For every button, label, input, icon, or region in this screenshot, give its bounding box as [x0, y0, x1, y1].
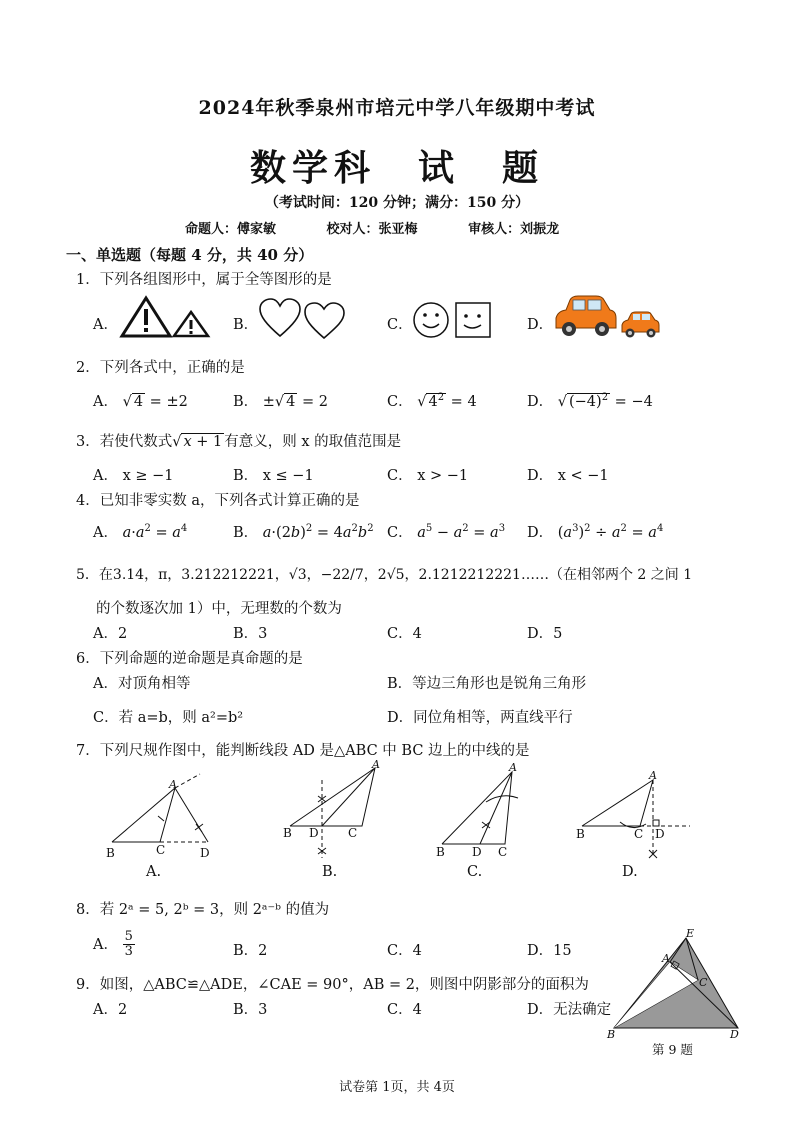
svg-text:A: A	[509, 761, 517, 774]
svg-text:B: B	[607, 1028, 616, 1041]
q8-option-d: D．15	[527, 943, 572, 959]
setter: 命题人：傅家敏	[185, 222, 277, 237]
subject-title: 数学科 试 题	[249, 147, 544, 189]
staff-line	[185, 218, 605, 237]
svg-text:A: A	[372, 758, 380, 771]
q5-stem-line1: 5．在3.14，π，3.212212221，√3，−22/7，2√5，2.1212212221……（在相邻两个 2 之间 1	[76, 567, 693, 583]
q3-option-d: D． x < −1	[527, 468, 609, 484]
q9-figure	[602, 926, 742, 1042]
warning-triangles-icon	[118, 294, 213, 340]
checker: 校对人：张亚梅	[326, 222, 418, 237]
section-title: 一、单选题（每题 4 分，共 40 分）	[66, 246, 314, 264]
cars-icon	[552, 294, 664, 340]
school-title: 2024年秋季泉州市培元中学八年级期中考试	[198, 97, 596, 119]
fraction-five-thirds: $\frac{5}{3}$	[124, 929, 133, 960]
q4-option-b: B． $a\cdot(2b)^2 = 4a^2b^2$	[233, 523, 374, 541]
q9-option-c: C．4	[387, 1002, 422, 1018]
svg-text:B: B	[436, 845, 445, 859]
page-footer: 试卷第 1页，共 4页	[339, 1080, 455, 1095]
q9-stem: 9．如图，△ABC≌△ADE，∠CAE = 90°，AB = 2，则图中阴影部分的面积为	[76, 977, 589, 993]
q6-option-a: A．对顶角相等	[93, 676, 191, 692]
svg-text:C: C	[498, 845, 508, 859]
q3-option-a: A． x ≥ −1	[93, 468, 174, 484]
q3-option-c: C． x > −1	[387, 468, 469, 484]
q6-stem: 6．下列命题的逆命题是真命题的是	[76, 651, 303, 667]
q3-stem: 3．若使代数式√ x + 1 有意义，则 x 的取值范围是	[76, 434, 402, 450]
q1-option-c: C．	[387, 317, 413, 333]
q6-option-c: C．若 a=b，则 a²=b²	[93, 710, 244, 726]
q7-stem: 7．下列尺规作图中，能判断线段 AD 是△ABC 中 BC 边上的中线的是	[76, 743, 530, 759]
q4-option-d: D． $(a^3)^2 \div a^2 = a^4$	[527, 523, 664, 541]
q8-stem: 8．若 2ᵃ = 5, 2ᵇ = 3，则 2ᵃ⁻ᵇ 的值为	[76, 902, 330, 918]
q5-option-c: C．4	[387, 626, 422, 642]
q7-option-d: D.	[622, 864, 638, 880]
svg-text:D: D	[200, 846, 210, 860]
q3-option-b: B． x ≤ −1	[233, 468, 314, 484]
svg-text:D: D	[472, 845, 482, 859]
q7-figure-b	[283, 758, 380, 858]
q9-option-d: D．无法确定	[527, 1002, 612, 1018]
q8-option-c: C．4	[387, 943, 422, 959]
q4-option-c: C． $a^5 - a^2 = a^3$	[387, 523, 506, 541]
q6-option-b: B．等边三角形也是锐角三角形	[387, 676, 587, 692]
svg-text:D: D	[730, 1028, 739, 1041]
svg-text:B: B	[106, 846, 115, 860]
q5-option-a: A．2	[93, 626, 128, 642]
q6-option-d: D．同位角相等，两直线平行	[387, 710, 573, 726]
q4-stem: 4．已知非零实数 a，下列各式计算正确的是	[76, 493, 360, 509]
svg-text:B: B	[576, 827, 585, 841]
q8-option-b: B．2	[233, 943, 268, 959]
svg-text:D: D	[655, 827, 665, 841]
q1-stem: 1．下列各组图形中，属于全等图形的是	[76, 272, 332, 288]
q2-stem: 2．下列各式中，正确的是	[76, 360, 245, 376]
q7-option-a: A.	[146, 864, 162, 880]
q7-option-b: B.	[322, 864, 338, 880]
svg-text:B: B	[283, 826, 292, 840]
q1-option-b: B．	[233, 317, 259, 333]
q7-figure-c	[436, 761, 518, 859]
smiley-faces-icon	[412, 300, 494, 340]
q2-option-d: D． √ $(-4)^2 = -4$	[527, 392, 653, 410]
q1-option-a: A．	[93, 317, 118, 333]
svg-text:C: C	[699, 976, 708, 989]
q9-option-a: A．2	[93, 1002, 128, 1018]
q2-option-b: B． ±√ 4 = 2	[233, 394, 328, 410]
q2-option-a: A． √ 4 = ±2	[93, 394, 188, 410]
q7-figure-a	[106, 774, 210, 860]
svg-text:C: C	[156, 843, 166, 857]
hearts-icon	[258, 298, 350, 340]
svg-text:C: C	[634, 827, 644, 841]
svg-text:A: A	[649, 769, 657, 782]
q9-option-b: B．3	[233, 1002, 268, 1018]
svg-text:E: E	[686, 927, 695, 940]
q5-stem-line2: 的个数逐次加 1）中，无理数的个数为	[96, 601, 342, 617]
q5-option-d: D．5	[527, 626, 563, 642]
svg-text:C: C	[348, 826, 358, 840]
svg-text:D: D	[309, 826, 319, 840]
reviewer: 审核人：刘振龙	[468, 222, 560, 237]
q8-option-a: A． $\frac{5}{3}$	[93, 929, 133, 960]
q5-option-b: B．3	[233, 626, 268, 642]
exam-info: （考试时间：120 分钟；满分：150 分）	[264, 195, 530, 211]
q2-option-c: C． √ $4^2 = 4$	[387, 392, 477, 410]
svg-text:A: A	[662, 952, 670, 965]
q7-figure-d	[576, 769, 690, 858]
svg-text:A: A	[169, 778, 177, 791]
q7-construction-figures	[100, 758, 700, 862]
q4-option-a: A． $a\cdot a^2 = a^4$	[93, 523, 188, 541]
q9-figure-caption: 第 9 题	[652, 1042, 693, 1057]
q7-option-c: C.	[467, 864, 483, 880]
q1-option-d: D．	[527, 317, 554, 333]
